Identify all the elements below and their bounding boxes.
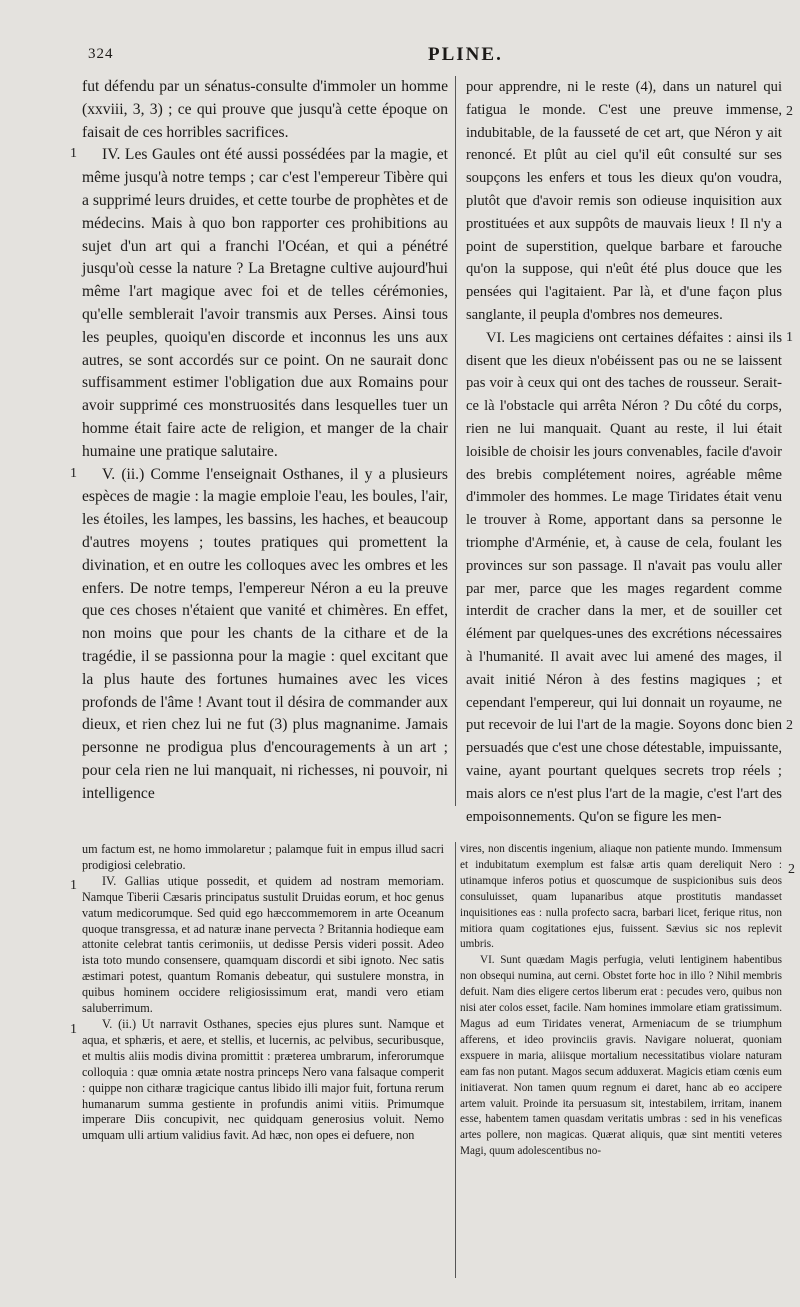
margin-number: 1 (70, 466, 77, 481)
paragraph: IV. Gallias utique possedit, et quidem ad nostram memoriam. Namque Tiberii Cæsaris principatus sustulit Druidas eorum, et hoc genus vatum medicorumque. Sed quid ego hæccommemorem in arte Oceanum quoque transgressa, et ad naturæ inane pervecta ? Britannia hodieque eam attonite celebrat tantis cerimoniis, ut dedisse Persis videri possit. Adeo ista toto mundo consensere, quamquam discordi et sibi ignoto. Nec satis æstimari potest, quantum Romanis debeatur, qui sustulere monstra, in quibus hominem occidere religiosissimum erat, mandi vero etiam saluberrimum. (82, 873, 444, 1016)
margin-number: 2 (788, 862, 795, 877)
page-header (88, 46, 788, 72)
paragraph: VI. Les magiciens ont certaines défaites : ainsi ils disent que les dieux n'obéissent pas ou ne se laissent pas voir à ceux qui ont des taches de rousseur. Serait-ce là l'obstacle qui arrêta Néron ? Du côté du corps, rien ne lui manquait. Quant au reste, il lui était loisible de choisir les jours convenables, facile d'avoir des brebis complétement noires, agréable même d'immoler des hommes. Le mage Tiridates était venu le trouver à Rome, apportant dans sa personne le triomphe d'Arménie, et, à cause de cela, foulant les provinces sur son passage. Il n'avait pas voulu aller par mer, parce que les mages regardent comme interdit de cracher dans la mer, et de souiller cet élément par quelques-unes des excrétions nécessaires à l'humanité. Il avait avec lui amené des mages, il avait initié Néron à des festins magiques ; et cependant l'empereur, qui lui donnait un royaume, ne put recevoir de lui l'art de la magie. Soyons donc bien persuadés que c'est une chose détestable, impuissante, vaine, ayant pourtant quelques secrets trop réels ; mais alors ce n'est plus l'art de la magie, c'est l'art des empoisonnements. Qu'on se figure les men- (466, 329, 782, 825)
margin-number: 1 (70, 1022, 77, 1037)
paragraph: vires, non discentis ingenium, aliaque non patiente mundo. Immensum et indubitatum exemplum est falsæ artis quam dereliquit Nero : utinamque inferos potius et quoscumque de suspicionibus suis deos consuluisset, quam lupanaribus atque prostitutis mandasset inquisitiones eas : nulla profecto sacra, barbari licet, ferique ritus, non mitiora quam cogitationes ejus, fuissent. Sævius sic nos replevit umbris. (460, 843, 782, 951)
column-divider (455, 842, 456, 1278)
french-right-column (466, 76, 782, 828)
paragraph: V. (ii.) Comme l'enseignait Osthanes, il y a plusieurs espèces de magie : la magie emploie l'eau, les boules, l'air, les étoiles, les lampes, les bassins, les haches, et beaucoup d'autres moyens ; toutes pratiques qui promettent la divination, et en outre les colloques avec les ombres et les enfers. De notre temps, l'empereur Néron a eu la preuve que ces choses n'étaient que vanité et chimères. En effet, non moins que pour les chants de la cithare et de la tragédie, il se passionna pour la magie : quel excitant que la plus haute des fortunes humaines avec les vices profonds de l'âme ! Avant tout il désira de commander aux dieux, et rien chez lui ne fut (3) plus magnanime. Jamais personne ne prodigua plus d'encouragements à un art ; pour cela rien ne lui manquait, ni richesses, ni pouvoir, ni intelligence (82, 465, 448, 802)
paragraph: V. (ii.) Ut narravit Osthanes, species ejus plures sunt. Namque et aqua, et sphæris, et aere, et stellis, et lucernis, ac pelvibus, securibusque, et multis aliis modis divina promittit : præterea umbrarum, inferorumque colloquia : quæ omnia ætate nostra princeps Nero vana falsaque comperit : quippe non citharæ tragicique cantus libido illi major fuit, fortuna rerum humanarum summa gestiente in profundis animi vitiis. Primumque imperare Diis concupivit, nec quidquam generosius voluit. Nemo umquam ulli artium validius favit. Ad hæc, non opes ei defuere, non (82, 1016, 444, 1143)
margin-number: 1 (70, 146, 77, 161)
paragraph: VI. Sunt quædam Magis perfugia, veluti lentiginem habentibus non obsequi numina, aut cerni. Obstet forte hoc in illo ? Nihil membris defuit. Nam dies eligere certos liberum erat : pecudes vero, quibus non nisi ater colos esset, facile. Nam homines immolare etiam gratissimum. Magus ad eum Tiridates venerat, Armeniacum de se triumphum afferens, et ideo provinciis gravis. Navigare noluerat, quoniam exspuere in maria, aliisque mortalium necessitatibus violare naturam eam fas non putant. Magos secum adduxerat. Magicis etiam cœnis eum initiaverat. Non tamen quum regnum ei daret, hanc ab eo accipere artem valuit. Proinde ita persuasum sit, intestabilem, irritam, inanem esse, habentem tamen quasdam veritatis umbras : sed in his veneficas artes pollere, non magicas. Quærat aliquis, quæ sint mentiti veteres Magi, quum adolescentibus no- (460, 954, 782, 1158)
paragraph: fut défendu par un sénatus-consulte d'immoler un homme (xxviii, 3, 3) ; ce qui prouve que jusqu'à cette époque on faisait de ces horribles sacrifices. (82, 78, 448, 141)
margin-number: 1 (786, 330, 793, 345)
french-left-column (82, 76, 448, 806)
column-divider (455, 76, 456, 806)
latin-right-column (460, 842, 782, 1160)
margin-number: 2 (786, 718, 793, 733)
latin-left-column (82, 842, 444, 1144)
running-title: PLINE. (428, 44, 503, 65)
margin-number: 2 (786, 104, 793, 119)
paragraph: um factum est, ne homo immolaretur ; palamque fuit in empus illud sacri prodigiosi celebratio. (82, 842, 444, 872)
page-number: 324 (88, 46, 114, 62)
paragraph: IV. Les Gaules ont été aussi possédées par la magie, et même jusqu'à notre temps ; car c'est l'empereur Tibère qui a supprimé leurs druides, et cette tourbe de prophètes et de médecins. Mais à quo bon rapporter ces prohibitions au sujet d'un art qui a franchi l'Océan, et qui a pénétré jusqu'où cesse la nature ? La Bretagne cultive aujourd'hui même l'art magique avec foi et de telles cérémonies, qu'elle semblerait l'avoir transmis aux Perses. Ainsi tous les peuples, quoiqu'en discorde et inconnus les uns aux autres, se sont accordés sur ce point. On ne saurait donc suffisamment estimer l'obligation due aux Romains pour avoir supprimé ces monstruosités dans lesquelles tuer un homme était faire acte de religion, et manger de la chair humaine une pratique salutaire. (82, 146, 448, 460)
margin-number: 1 (70, 878, 77, 893)
paragraph: pour apprendre, ni le reste (4), dans un naturel qui fatigua le monde. C'est une preuve immense, indubitable, de la fausseté de cet art, que Néron y ait renoncé. Et plût au ciel qu'il eût consulté sur ses soupçons les enfers et tous les dieux qu'on voudra, plutôt que d'avoir remis son odieuse inquisition aux prostituées et aux suppôts de mauvais lieux ! Il n'y a point de superstition, quelque barbare et farouche qu'on la suppose, qui n'eût été plus douce que les pensées qui l'agitaient. Par là, et d'une façon plus sanglante, il peupla d'ombres nos demeures. (466, 79, 782, 323)
